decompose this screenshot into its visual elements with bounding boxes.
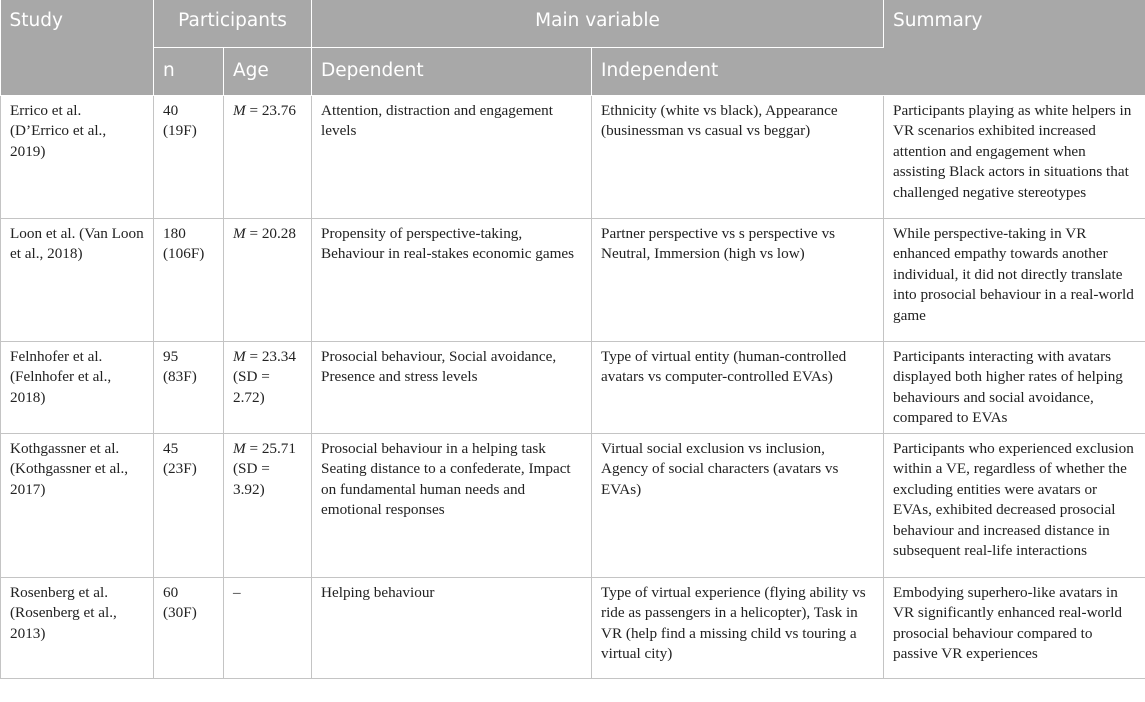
cell-dependent: Prosocial behaviour, Social avoidance, Presence and stress levels	[312, 341, 592, 433]
cell-study: Errico et al. (D’Errico et al., 2019)	[1, 95, 154, 218]
header-summary: Summary	[884, 0, 1145, 95]
cell-independent: Type of virtual experience (flying ability vs ride as passengers in a helicopter), Task in VR (help find a missing child vs touring a virtual city)	[592, 577, 884, 678]
age-mean-symbol: M	[233, 101, 246, 119]
header-dependent: Dependent	[312, 47, 592, 95]
age-mean-symbol: M	[233, 347, 246, 365]
cell-independent: Partner perspective vs s perspective vs Neutral, Immersion (high vs low)	[592, 218, 884, 341]
cell-study: Kothgassner et al. (Kothgassner et al., 2017)	[1, 433, 154, 577]
age-value: –	[233, 583, 241, 601]
cell-independent: Virtual social exclusion vs inclusion, Agency of social characters (avatars vs EVAs)	[592, 433, 884, 577]
age-mean-symbol: M	[233, 439, 246, 457]
cell-dependent: Prosocial behaviour in a helping task Seating distance to a confederate, Impact on fundamental human needs and emotional responses	[312, 433, 592, 577]
header-n: n	[154, 47, 224, 95]
header-main-variable: Main variable	[312, 0, 884, 47]
age-value: = 23.34 (SD = 2.72)	[233, 347, 296, 406]
header-participants: Participants	[154, 0, 312, 47]
age-value: = 23.76	[245, 101, 296, 119]
table-row	[1, 218, 1145, 341]
header-independent: Independent	[592, 47, 884, 95]
cell-study: Felnhofer et al. (Felnhofer et al., 2018)	[1, 341, 154, 433]
age-mean-symbol: M	[233, 224, 246, 242]
cell-study: Loon et al. (Van Loon et al., 2018)	[1, 218, 154, 341]
cell-n: 40 (19F)	[154, 95, 224, 218]
table-row	[1, 341, 1145, 433]
cell-dependent: Propensity of perspective-taking, Behaviour in real-stakes economic games	[312, 218, 592, 341]
cell-independent: Ethnicity (white vs black), Appearance (businessman vs casual vs beggar)	[592, 95, 884, 218]
table-row	[1, 577, 1145, 678]
cell-age	[224, 341, 312, 433]
age-value: = 25.71 (SD = 3.92)	[233, 439, 296, 498]
cell-dependent: Helping behaviour	[312, 577, 592, 678]
cell-study: Rosenberg et al. (Rosenberg et al., 2013)	[1, 577, 154, 678]
cell-n: 45 (23F)	[154, 433, 224, 577]
table-row	[1, 95, 1145, 218]
header-study: Study	[1, 0, 154, 95]
cell-summary: While perspective-taking in VR enhanced empathy towards another individual, it did not directly translate into prosocial behaviour in a real-world game	[884, 218, 1145, 341]
cell-summary: Participants interacting with avatars displayed both higher rates of helping behaviours and social avoidance, compared to EVAs	[884, 341, 1145, 433]
cell-age	[224, 577, 312, 678]
header-age: Age	[224, 47, 312, 95]
header-row-top	[1, 0, 1145, 47]
cell-dependent: Attention, distraction and engagement levels	[312, 95, 592, 218]
cell-age	[224, 433, 312, 577]
cell-n: 95 (83F)	[154, 341, 224, 433]
cell-summary: Participants who experienced exclusion within a VE, regardless of whether the excluding entities were avatars or EVAs, exhibited decreased prosocial behaviour and increased distance in subsequent real-life interactions	[884, 433, 1145, 577]
table-row	[1, 433, 1145, 577]
cell-summary: Participants playing as white helpers in VR scenarios exhibited increased attention and engagement when assisting Black actors in situations that challenged negative stereotypes	[884, 95, 1145, 218]
cell-age	[224, 95, 312, 218]
cell-independent: Type of virtual entity (human-controlled avatars vs computer-controlled EVAs)	[592, 341, 884, 433]
cell-n: 60 (30F)	[154, 577, 224, 678]
cell-summary: Embodying superhero-like avatars in VR significantly enhanced real-world prosocial behaviour compared to passive VR experiences	[884, 577, 1145, 678]
age-value: = 20.28	[245, 224, 296, 242]
cell-n: 180 (106F)	[154, 218, 224, 341]
cell-age	[224, 218, 312, 341]
